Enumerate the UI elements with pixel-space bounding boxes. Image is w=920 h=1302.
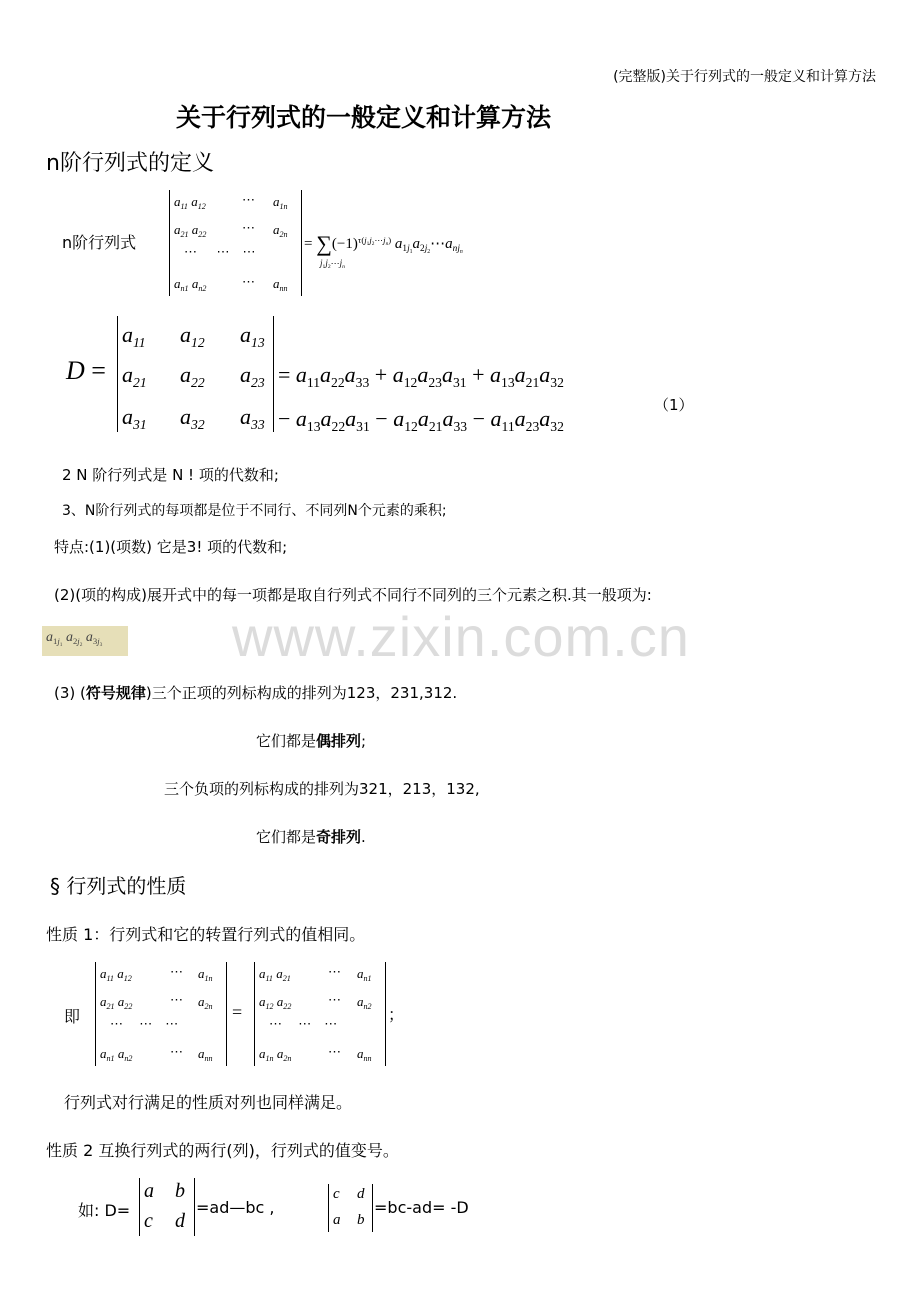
example-label: 如: D=	[78, 1201, 131, 1220]
section-heading-definition: n阶行列式的定义	[46, 151, 214, 176]
expansion-positive-terms: = $a_{11}a_{22}a_{33} + a_{12}a_{23}a_{31} + a_{13}a_{21}a_{32}$	[278, 362, 564, 390]
example-result-2: =bc-ad= -D	[374, 1198, 469, 1217]
example-result-1: =ad—bc ,	[196, 1198, 275, 1217]
sum-index: $j_1j_2\cdots j_n$	[320, 258, 345, 270]
expansion-negative-terms: − $a_{13}a_{22}a_{31} - a_{12}a_{21}a_{33} - a_{11}a_{23}a_{32}$	[278, 406, 564, 434]
equals-sign: =	[232, 1002, 243, 1022]
ji-label: 即	[64, 1007, 81, 1026]
item-2: 2 N 阶行列式是 N ! 项的代数和;	[62, 466, 279, 484]
feature-2: (2)(项的构成)展开式中的每一项都是取自行列式不同行不同列的三个元素之积.其一般项为:	[54, 586, 652, 604]
definition-formula: = $\sum(-1)^{\tau(j_1j_2\cdots j_n)}$ $a_{1j_1}a_{2j_2}\cdots a_{nj_n}$	[304, 231, 463, 256]
running-header: (完整版)关于行列式的一般定义和计算方法	[613, 69, 876, 85]
det-d-symbol: D =	[66, 356, 106, 385]
property-1-note: 行列式对行满足的性质对列也同样满足。	[64, 1093, 353, 1112]
section-heading-properties: § 行列式的性质	[50, 874, 187, 898]
semicolon: ；	[388, 1005, 405, 1024]
feature-1: 特点:(1)(项数) 它是3! 项的代数和;	[54, 538, 288, 556]
even-permutation-line: 它们都是偶排列;	[256, 732, 367, 750]
item-3: 3、N阶行列式的每项都是位于不同行、不同列N个元素的乘积;	[62, 503, 447, 519]
watermark: www.zixin.com.cn	[232, 605, 690, 668]
feature-3: (3) (符号规律)三个正项的列标构成的排列为123，231,312.	[54, 684, 458, 702]
general-term-image: $a_{1j_1}$ $a_{2j_2}$ $a_{3j_3}$	[42, 626, 128, 656]
equation-number: （1）	[654, 396, 694, 414]
negative-terms-line: 三个负项的列标构成的排列为321，213，132,	[164, 780, 480, 798]
page-title: 关于行列式的一般定义和计算方法	[176, 103, 552, 132]
property-2: 性质 2 互换行列式的两行(列)，行列式的值变号。	[46, 1141, 399, 1160]
odd-permutation-line: 它们都是奇排列.	[256, 828, 366, 846]
definition-label: n阶行列式	[62, 233, 137, 252]
property-1: 性质 1：行列式和它的转置行列式的值相同。	[46, 925, 366, 944]
